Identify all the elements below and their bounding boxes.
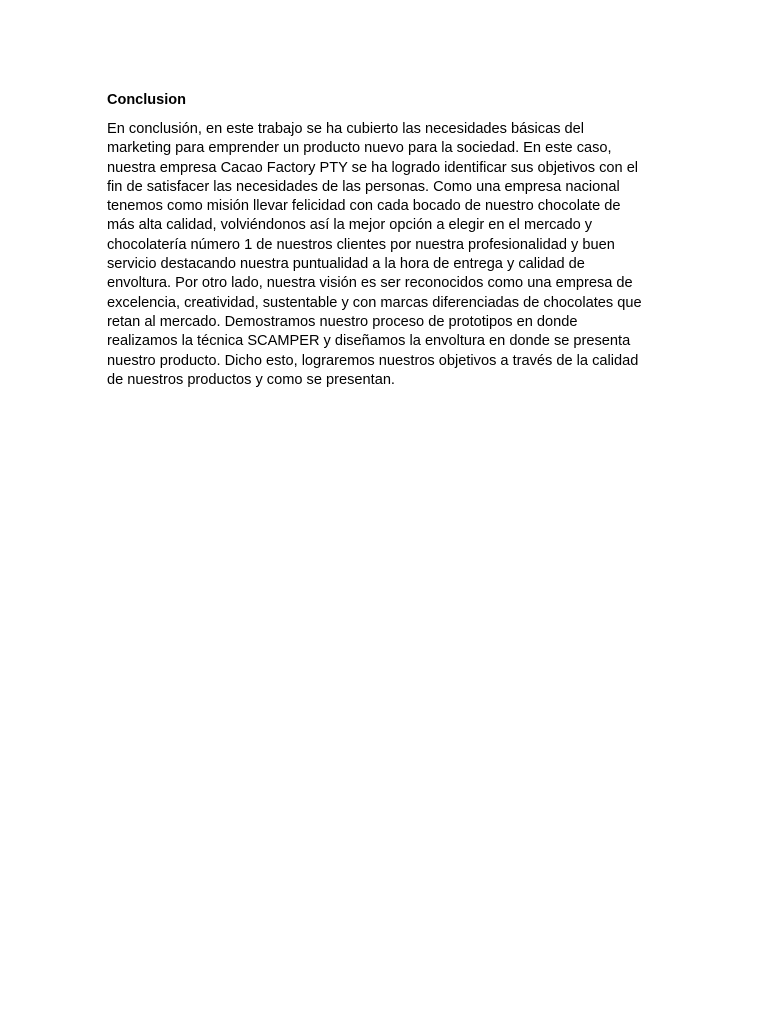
- paragraph-line: de nuestros productos y como se presentan.: [107, 371, 395, 388]
- paragraph-line: chocolatería número 1 de nuestros clientes por nuestra profesionalidad y buen: [107, 236, 615, 253]
- paragraph-line: servicio destacando nuestra puntualidad a la hora de entrega y calidad de: [107, 256, 585, 273]
- paragraph-line: excelencia, creatividad, sustentable y con marcas diferenciadas de chocolates que: [107, 294, 642, 311]
- paragraph-line: nuestro producto. Dicho esto, lograremos nuestros objetivos a través de la calidad: [107, 352, 639, 369]
- paragraph-line: realizamos la técnica SCAMPER y diseñamos la envoltura en donde se presenta: [107, 333, 631, 350]
- section-heading: Conclusion: [107, 92, 186, 108]
- paragraph-line: fin de satisfacer las necesidades de las personas. Como una empresa nacional: [107, 178, 620, 195]
- paragraph-line: nuestra empresa Cacao Factory PTY se ha logrado identificar sus objetivos con el: [107, 159, 639, 176]
- paragraph-line: envoltura. Por otro lado, nuestra visión es ser reconocidos como una empresa de: [107, 275, 633, 292]
- paragraph-line: tenemos como misión llevar felicidad con cada bocado de nuestro chocolate de: [107, 198, 621, 215]
- paragraph-line: más alta calidad, volviéndonos así la mejor opción a elegir en el mercado y: [107, 217, 593, 234]
- document-content: [107, 90, 667, 390]
- paragraph-line: marketing para emprender un producto nuevo para la sociedad. En este caso,: [107, 140, 612, 157]
- paragraph-line: En conclusión, en este trabajo se ha cubierto las necesidades básicas del: [107, 121, 585, 137]
- conclusion-paragraph: [107, 120, 667, 390]
- paragraph-line: retan al mercado. Demostramos nuestro proceso de prototipos en donde: [107, 313, 578, 330]
